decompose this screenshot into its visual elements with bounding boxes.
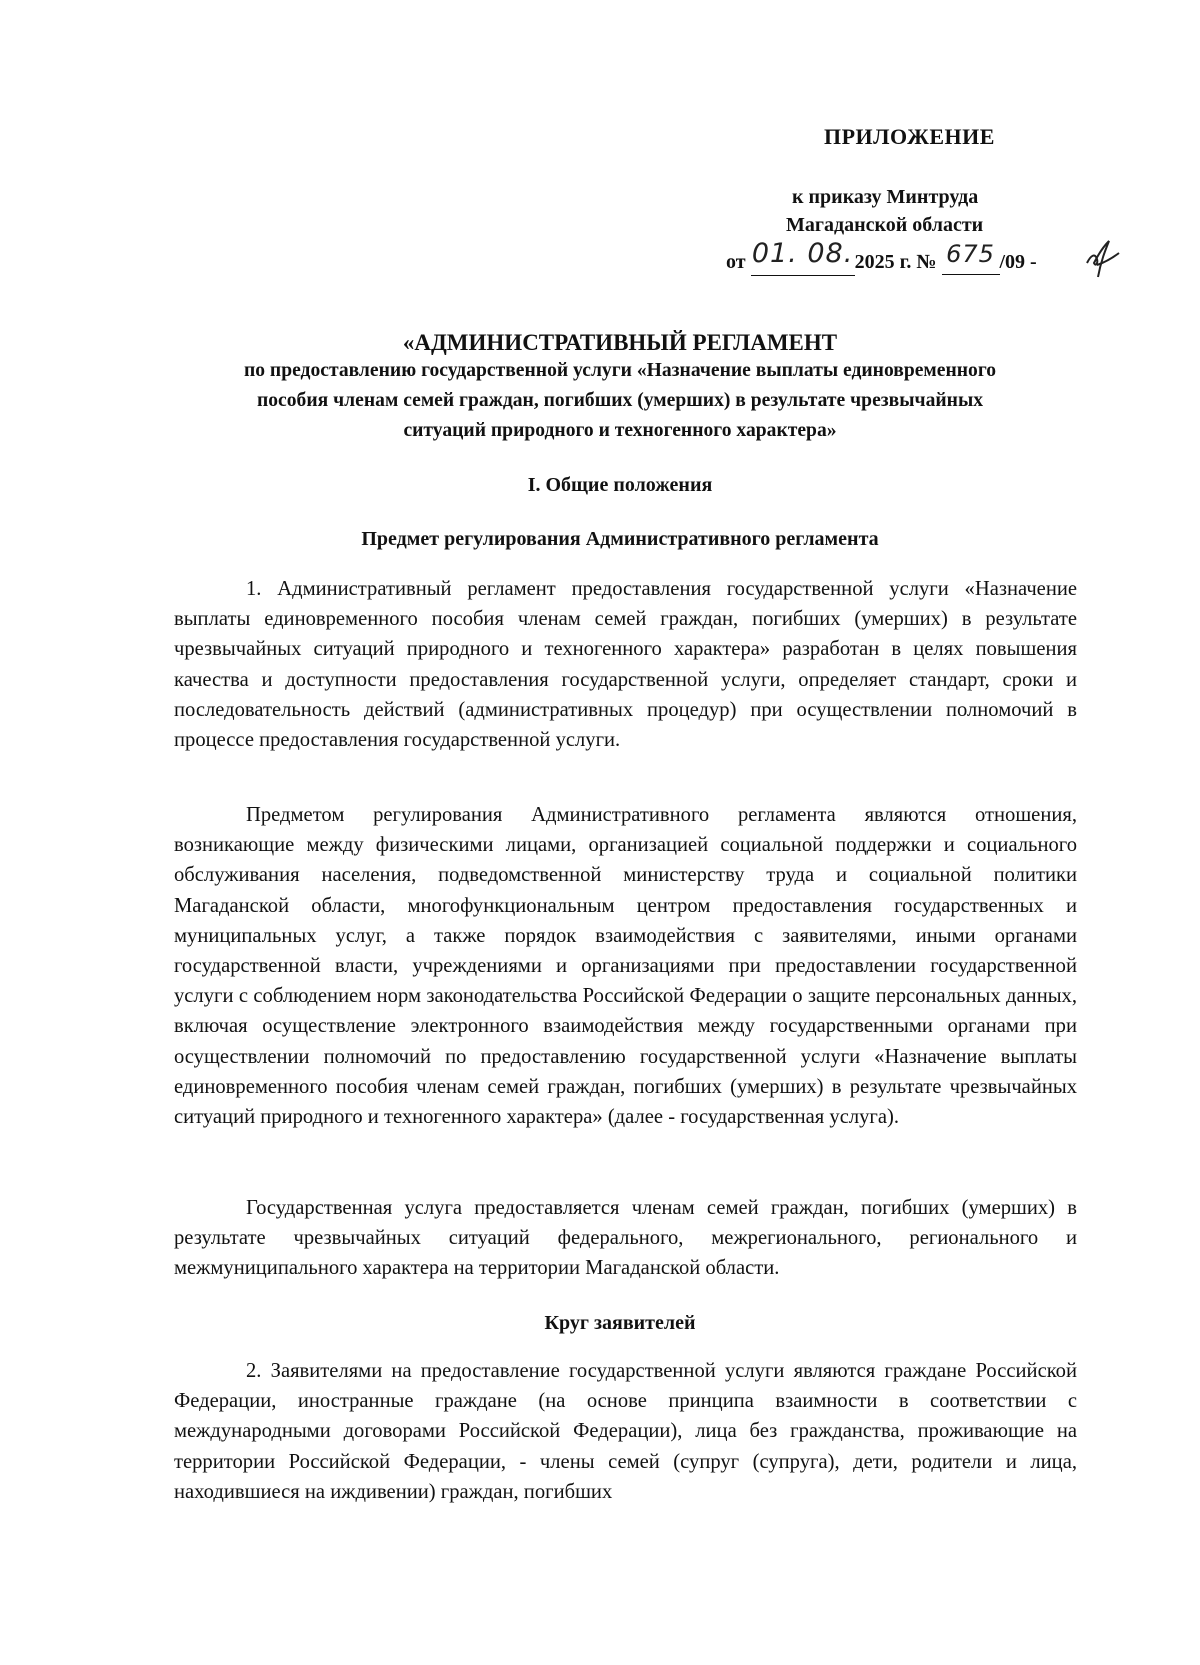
regulation-subtitle-line-1: по предоставлению государственной услуги «Назначение выплаты единовременного [243,360,997,381]
regulation-subtitle-line-2: пособия членам семей граждан, погибших (умерших) в результате чрезвычайных [256,390,984,411]
annex-order-line: к приказу Минтруда [792,186,979,208]
date-handwritten: 01. 08. [751,238,854,269]
paragraph-2: Предметом регулирования Административного регламента являются отношения, возникающие между физическими лицами, организацией социальной поддержки и социального обслуживания населения, подведомственной министерству труда и социальной политики Магаданской области, многофункциональным центром предоставления государственных и муниципальных услуг, а также порядок взаимодействия с заявителями, иными органами государственной власти, учреждениями и организациями при предоставлении государственной услуги с соблюдением норм законодательства Российской Федерации о защите персональных данных, включая осуществление электронного взаимодействия между государственными органами при осуществлении полномочий по предоставлению государственной услуги «Назначение выплаты единовременного пособия членам семей граждан, погибших (умерших) в результате чрезвычайных ситуаций природного и техногенного характера» (далее - государственная услуга). [174,804,1077,1129]
annex-region-line: Магаданской области [786,214,984,236]
subject-heading: Предмет регулирования Административного регламента [361,528,879,550]
section-title: I. Общие положения [527,474,713,496]
regulation-title: «АДМИНИСТРАТИВНЫЙ РЕГЛАМЕНТ [402,330,838,355]
paragraph-4: 2. Заявителями на предоставление государственной услуги являются граждане Российской Федерации, иностранные граждане (на основе принципа взаимности в соответствии с международными договорами Российской Федерации), лица без гражданства, проживающие на территории Российской Федерации, - члены семей (супруг (супруга), дети, родители и лица, находившиеся на иждивении) граждан, погибших [174,1360,1077,1503]
order-number-field [942,240,1000,275]
paragraph-3: Государственная услуга предоставляется членам семей граждан, погибших (умерших) в результате чрезвычайных ситуаций федерального, межрегионального, регионального и межмуниципального характера на территории Магаданской области. [174,1197,1077,1280]
paragraph-1: 1. Административный регламент предоставления государственной услуги «Назначение выплаты единовременного пособия членам семей граждан, погибших (умерших) в результате чрезвычайных ситуаций природного и техногенного характера» разработан в целях повышения качества и доступности предоставления государственной услуги, определяет стандарт, сроки и последовательность действий (административных процедур) при осуществлении полномочий в процессе предоставления государственной услуги. [174,578,1077,752]
regulation-subtitle-line-3: ситуаций природного и техногенного характера» [403,420,837,441]
year-number-label: 2025 г. № [854,251,937,273]
applicants-heading: Круг заявителей [544,1312,696,1334]
date-field [751,238,855,276]
annex-title: ПРИЛОЖЕНИЕ [824,124,995,149]
from-label: от [726,251,746,273]
order-number-handwritten: 675 [946,240,995,268]
annex-date-number-line [726,238,1037,276]
handwritten-signature [1083,233,1123,279]
order-number-suffix: /09 - [999,251,1037,273]
